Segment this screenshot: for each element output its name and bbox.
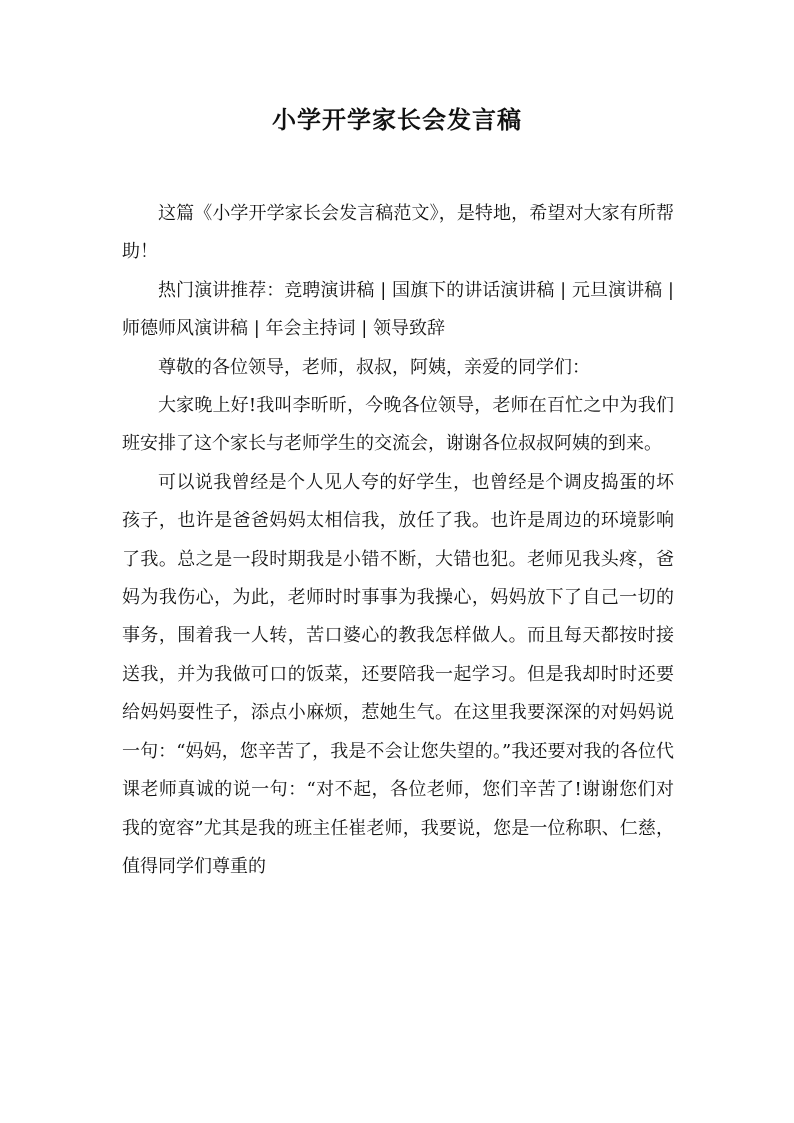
recommendation-paragraph: 热门演讲推荐：竞聘演讲稿 | 国旗下的讲话演讲稿 | 元旦演讲稿 | 师德师风演讲稿 | 年会主持词 | 领导致辞: [122, 279, 674, 340]
greeting-paragraph: 大家晚上好!我叫李昕昕，今晚各位领导，老师在百忙之中为我们班安排了这个家长与老师学生的交流会，谢谢各位叔叔阿姨的到来。: [122, 395, 674, 455]
main-paragraph: 可以说我曾经是个人见人夸的好学生，也曾经是个调皮捣蛋的坏孩子，也许是爸爸妈妈太相信我，放任了我。也许是周边的环境影响了我。总之是一段时期我是小错不断，大错也犯。老师见我头疼，爸妈为我伤心，为此，老师时时事事为我操心，妈妈放下了自己一切的事务，围着我一人转，苦口婆心的教我怎样做人。而且每天都按时接送我，并为我做可口的饭菜，还要陪我一起学习。但是我却时时还要给妈妈耍性子，添点小麻烦，惹她生气。在这里我要深深的对妈妈说一句：“妈妈，您辛苦了，我是不会让您失望的。”我还要对我的各位代课老师真诚的说一句：“对不起，各位老师，您们辛苦了!谢谢您们对我的宽容”尤其是我的班主任崔老师，我要说，您是一位称职、仁慈，值得同学们尊重的: [122, 471, 674, 877]
document-body: [122, 195, 674, 886]
intro-paragraph: 这篇《小学开学家长会发言稿范文》，是特地，希望对大家有所帮助！: [122, 203, 674, 263]
document-title: 小学开学家长会发言稿: [272, 106, 522, 134]
salutation-paragraph: 尊敬的各位领导，老师，叔叔，阿姨，亲爱的同学们：: [158, 356, 590, 378]
